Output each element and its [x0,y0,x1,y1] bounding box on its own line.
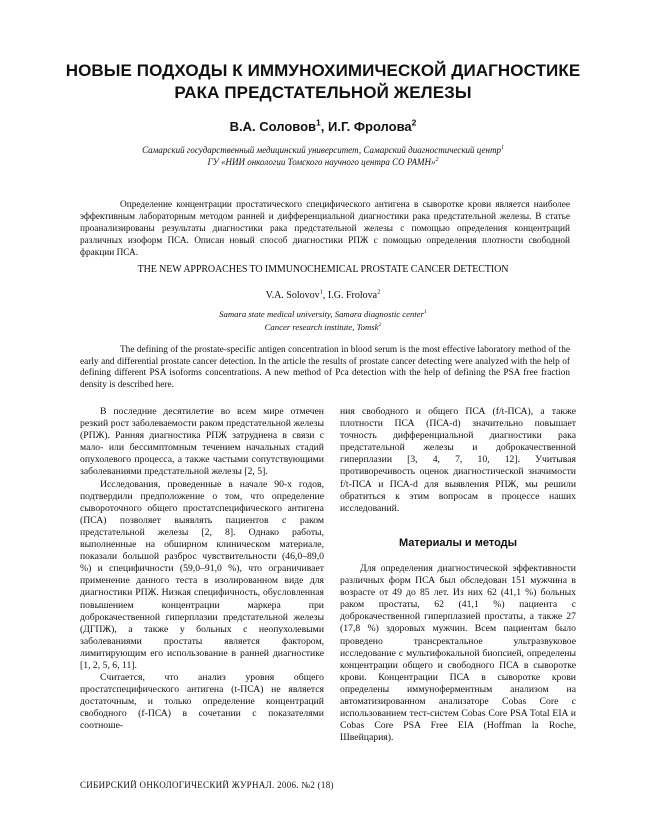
title-line-1: НОВЫЕ ПОДХОДЫ К ИММУНОХИМИЧЕСКОЙ ДИАГНОСТИКЕ [65,61,581,80]
affiliation-en-2 [100,321,546,334]
body-column-left [80,406,324,733]
left-paragraph-1: В последние десятилетие во всем мире отмечен резкий рост заболеваемости раком предстательной железы (РПЖ). Ранняя диагностика РПЖ затруднена в связи с мало- или бессимптомным течением начальных стадий опухолевого процесса, а также частыми сопутствующими заболеваниями предстательной железы [2, 5]. [80,406,324,478]
author-en-1-name: V.A. Solovov [265,290,320,301]
authors-en [0,290,646,301]
author-separator: , [320,119,328,134]
author-en-separator: , [322,290,328,301]
affiliation-ru-1-text: Самарский государственный медицинский университет, Самарский диагностический центр [142,145,501,155]
author-1-sup: 1 [316,117,321,128]
body-column-right [340,406,576,744]
affiliations-ru [80,144,566,168]
affiliation-en-2-sup: 2 [378,322,382,329]
right-paragraph-1: ния свободного и общего ПСА (f/t-ПСА), а также плотности ПСА (ПСА-d) значительно повышает точность дифференциальной диагностики рака предстательной железы и доброкачественной гиперплазии [3, 4, 7, 10, 12]. Учитывая противоречивость оценок диагностической значимости f/t-ПСА и ПСА-d для выявления РПЖ, мы решили обратиться к этим вопросам в процессе наших исследований. [340,406,576,514]
author-2-name: И.Г. Фролова [327,119,412,134]
affiliation-ru-2-text: ГУ «НИИ онкологии Томского научного центра СО РАМН» [207,157,436,167]
right-paragraph-2: Для определения диагностической эффективности различных форм ПСА был обследован 151 мужчина в возрасте от 49 до 85 лет. Из них 62 (41,1 %) больных раком простаты, 62 (41,1 %) пациента с доброкачественной гиперплазией простаты, а также 27 (17,8 %) здоровых мужчин. Всем пациентам было проведено трансректальное ультразвуковое исследование с мультифокальной биопсией, определены концентрации общего и свободного ПСА в сыворотке крови. Концентрации ПСА в сыворотке крови определены иммуноферментным анализом на автоматизированном анализаторе Cobas Core с использованием тест-систем Cobas Core PSA Total EIA и Cobas Core PSA Free EIA (Hoffman la Roche, Швейцария). [340,562,576,744]
section-heading-methods: Материалы и методы [398,536,518,549]
affiliation-en-1 [100,308,546,321]
authors-ru [0,119,646,134]
affiliation-en-1-sup: 1 [424,309,427,316]
title-line-2: РАКА ПРЕДСТАТЕЛЬНОЙ ЖЕЛЕЗЫ [174,83,472,102]
article-title-ru [60,60,586,104]
affiliation-ru-1-sup: 1 [501,145,504,151]
affiliation-ru-2-sup: 2 [435,157,439,163]
author-en-1-sup: 1 [319,288,323,296]
left-paragraph-2: Исследования, проведенные в начале 90-х годов, подтвердили предположение о том, что определение сывороточного общего простатспецифического антигена (ПСА) позволяет выявлять пациентов с раком предстательной железы [2, 8]. Однако работы, выполненные на обширном клиническом материале, показали большой разброс чувствительности (46,0–89,0 %) и специфичности (59,0–91,0 %), что ограничивает применение данного теста в изолированном виде для диагностики РПЖ. Низкая специфичность, обусловленная повышением концентрации маркера при доброкачественной гиперплазии предстательной железы (ДГПЖ), а также у больных с неопухолевыми заболеваниями простаты является фактором, лимитирующим его использование в ранней диагностике [1, 2, 5, 6, 11]. [80,478,324,671]
affiliation-ru-2 [80,156,566,168]
article-title-en: THE NEW APPROACHES TO IMMUNOCHEMICAL PROSTATE CANCER DETECTION [137,264,509,275]
affiliation-en-2-text: Cancer research institute, Tomsk [264,322,379,332]
journal-footer: СИБИРСКИЙ ОНКОЛОГИЧЕСКИЙ ЖУРНАЛ. 2006. №2 (18) [80,780,334,790]
abstract-ru: Определение концентрации простатического специфического антигена в сыворотке крови является наиболее эффективным лабораторным методом ранней и дифференциальной диагностики рака предстательной железы. В статье проанализированы результаты диагностики рака предстательной железы с помощью определения концентраций различных изоформ ПСА. Описан новый способ диагностики РПЖ с помощью определения плотности свободной фракции ПСА. [80,200,570,258]
affiliation-en-1-text: Samara state medical university, Samara diagnostic center [219,309,425,319]
author-1-name: В.А. Соловов [229,119,317,134]
author-en-2-sup: 2 [377,288,381,296]
left-paragraph-3: Считается, что анализ уровня общего простатспецифического антигена (t-ПСА) не является достаточным, и только определение концентраций свободного (f-ПСА) в сочетании с показателями соотноше- [80,672,324,732]
abstract-en: The defining of the prostate-specific antigen concentration in blood serum is the most effective laboratory method of the early and differential prostate cancer detection. In the article the results of prostate cancer detecting were analyzed with the help of defining different PSA isoforms concentrations. A new method of Pca detection with the help of defining the PSA free fraction density is described here. [80,345,570,390]
affiliations-en [100,308,546,334]
author-2-sup: 2 [411,117,417,128]
affiliation-ru-1 [80,144,566,156]
author-en-2-name: I.G. Frolova [327,290,378,301]
